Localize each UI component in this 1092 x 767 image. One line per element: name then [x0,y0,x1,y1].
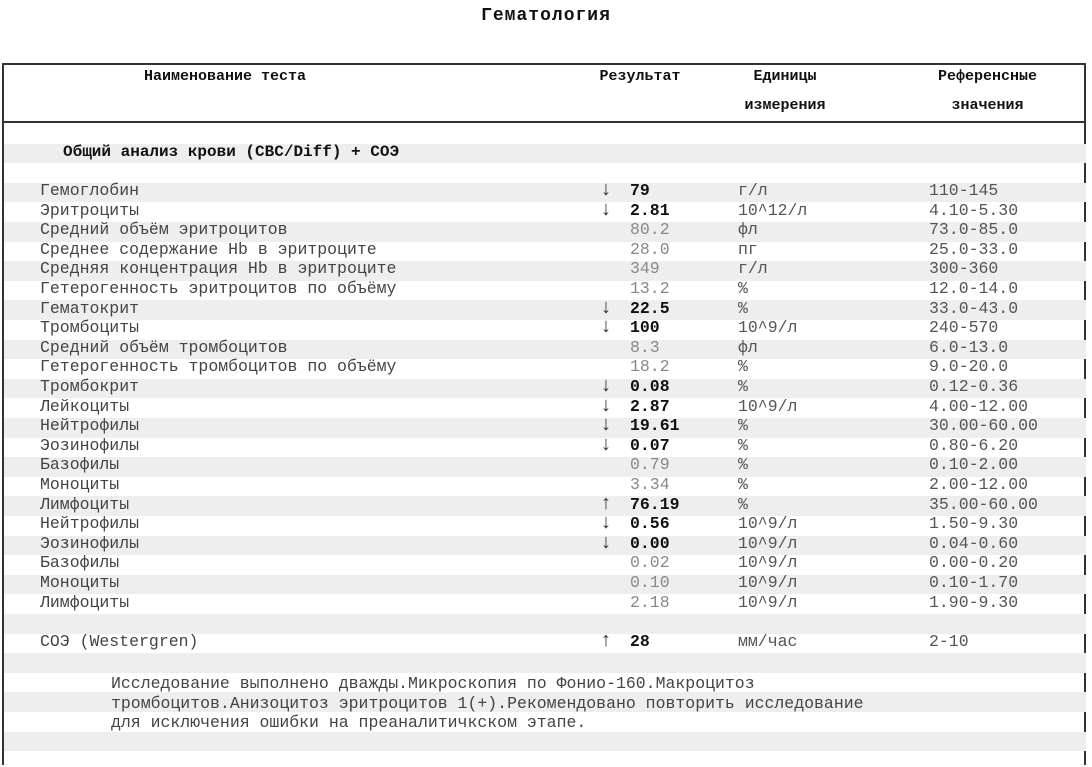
table-row [0,553,1092,573]
test-name: Среднее содержание Hb в эритроците [40,239,377,259]
table-row [0,338,1092,358]
test-name: Эозинофилы [40,533,140,553]
reference-range: 6.0-13.0 [929,337,1009,357]
result-value: 22.5 [630,298,670,318]
flag-arrow-icon: ↓ [600,316,613,340]
result-value: 0.08 [630,377,670,396]
unit: 10^9/л [738,573,798,592]
table-row [0,198,1092,222]
unit: % [738,357,748,377]
unit: фл [738,337,758,357]
result-value: 28 [630,631,650,651]
result-value: 13.2 [630,279,670,298]
result-value: 18.2 [630,357,670,377]
unit: фл [738,220,758,240]
reference-range: 73.0-85.0 [929,220,1019,240]
flag-arrow-icon: ↓ [600,198,613,222]
unit: % [738,435,748,455]
reference-range: 25.0-33.0 [929,239,1019,259]
test-name: Нейтрофилы [40,514,140,534]
table-row [0,318,1092,338]
table-row [0,279,1092,299]
unit: % [738,494,748,514]
header-units-line2: измерения [744,97,826,114]
reference-range: 0.00-0.20 [929,553,1019,573]
comment-line: для исключения ошибки на преаналитичкском этапе. [111,713,587,733]
reference-range: 9.0-20.0 [929,357,1009,377]
result-value: 80.2 [630,220,670,240]
table-row [0,181,1092,201]
reference-range: 0.10-2.00 [929,455,1019,475]
result-value: 2.87 [630,396,670,416]
test-name: Гемоглобин [40,181,140,200]
reference-range: 12.0-14.0 [929,279,1019,298]
unit: мм/час [738,631,798,651]
table-row [0,240,1092,260]
reference-range: 4.00-12.00 [929,396,1029,416]
comment-line: Исследование выполнено дважды.Микроскопия по Фонио-160.Макроцитоз [111,674,755,693]
table-row [0,612,1092,632]
section-title: Общий анализ крови (CBC/Diff) + СОЭ [63,143,400,161]
lab-comment [111,674,1051,733]
reference-range: 110-145 [929,181,999,200]
unit: г/л [738,181,768,200]
test-name: Средний объём тромбоцитов [40,337,288,357]
flag-arrow-icon: ↓ [600,414,613,438]
test-name: Гетерогенность эритроцитов по объёму [40,279,397,298]
unit: 10^9/л [738,553,798,573]
table-row [0,416,1092,436]
table-row [0,492,1092,516]
table-row [0,394,1092,418]
result-value: 28.0 [630,239,670,259]
reference-range: 0.10-1.70 [929,573,1019,592]
reference-range: 4.10-5.30 [929,200,1019,220]
test-name: Эритроциты [40,200,140,220]
flag-arrow-icon: ↑ [600,492,613,516]
test-name: Лимфоциты [40,592,130,612]
test-name: Тромбокрит [40,377,140,396]
test-name: Средняя концентрация Hb в эритроците [40,259,397,279]
header-test-name: Наименование теста [143,68,307,85]
test-name: Средний объём эритроцитов [40,220,288,240]
table-row [0,433,1092,457]
flag-arrow-icon: ↓ [600,375,613,398]
result-value: 2.18 [630,592,670,612]
reference-range: 35.00-60.00 [929,494,1038,514]
result-value: 0.79 [630,455,670,475]
flag-arrow-icon: ↓ [600,179,613,202]
reference-range: 300-360 [929,259,999,279]
test-name: Лейкоциты [40,396,130,416]
unit: % [738,279,748,298]
test-name: Базофилы [40,553,120,573]
unit: г/л [738,259,768,279]
unit: 10^9/л [738,592,798,612]
unit: 10^9/л [738,318,798,338]
table-row [0,357,1092,377]
test-name: Эозинофилы [40,435,140,455]
header-divider [2,121,1086,123]
table-row [0,514,1092,534]
table-row [0,377,1092,397]
test-name: Базофилы [40,455,120,475]
table-row [0,475,1092,495]
unit: 10^9/л [738,514,798,534]
flag-arrow-icon: ↓ [600,512,613,536]
test-name: Тромбоциты [40,318,140,338]
table-row [0,455,1092,475]
table-row [0,593,1092,613]
result-value: 76.19 [630,494,680,514]
result-value: 0.02 [630,553,670,573]
flag-arrow-icon: ↓ [600,433,613,457]
test-name: Моноциты [40,573,120,592]
test-name: Гетерогенность тромбоцитов по объёму [40,357,397,377]
table-row [0,531,1092,555]
reference-range: 0.04-0.60 [929,533,1019,553]
result-value: 100 [630,318,660,338]
table-row [0,296,1092,320]
test-name: СОЭ (Westergren) [40,631,199,651]
header-result: Результат [599,68,681,85]
table-row [0,220,1092,240]
stripe [4,653,1086,673]
reference-range: 2-10 [929,631,969,651]
test-name: Лимфоциты [40,494,130,514]
result-value: 19.61 [630,416,680,436]
result-value: 0.10 [630,573,670,592]
reference-range: 2.00-12.00 [929,475,1029,494]
flag-arrow-icon: ↓ [600,394,613,418]
result-value: 0.07 [630,435,670,455]
reference-range: 1.90-9.30 [929,592,1019,612]
unit: 10^9/л [738,533,798,553]
comment-line: тромбоцитов.Анизоцитоз эритроцитов 1(+).Рекомендовано повторить исследование [111,693,864,713]
result-value: 0.00 [630,533,670,553]
stripe [4,732,1086,752]
result-value: 349 [630,259,660,279]
reference-range: 1.50-9.30 [929,514,1019,534]
test-name: Гематокрит [40,298,140,318]
unit: % [738,416,748,436]
page-title: Гематология [481,6,611,26]
table-row [0,259,1092,279]
unit: % [738,475,748,494]
header-units-line1: Единицы [753,68,817,85]
unit: % [738,377,748,396]
reference-range: 0.12-0.36 [929,377,1019,396]
reference-range: 30.00-60.00 [929,416,1038,436]
table-row [0,573,1092,593]
result-value: 2.81 [630,200,670,220]
test-name: Нейтрофилы [40,416,140,436]
reference-range: 0.80-6.20 [929,435,1019,455]
result-value: 0.56 [630,514,670,534]
reference-range: 240-570 [929,318,999,338]
reference-range: 33.0-43.0 [929,298,1019,318]
table-row [0,629,1092,653]
result-value: 8.3 [630,337,660,357]
unit: 10^12/л [738,200,808,220]
result-value: 79 [630,181,650,200]
unit: % [738,298,748,318]
flag-arrow-icon: ↓ [600,531,613,555]
test-name: Моноциты [40,475,120,494]
header-reference-line2: значения [951,97,1024,114]
unit: % [738,455,748,475]
unit: пг [738,239,758,259]
flag-arrow-icon: ↓ [600,296,613,320]
flag-arrow-icon: ↑ [600,629,613,653]
result-value: 3.34 [630,475,670,494]
unit: 10^9/л [738,396,798,416]
header-reference-line1: Референсные [937,68,1038,85]
